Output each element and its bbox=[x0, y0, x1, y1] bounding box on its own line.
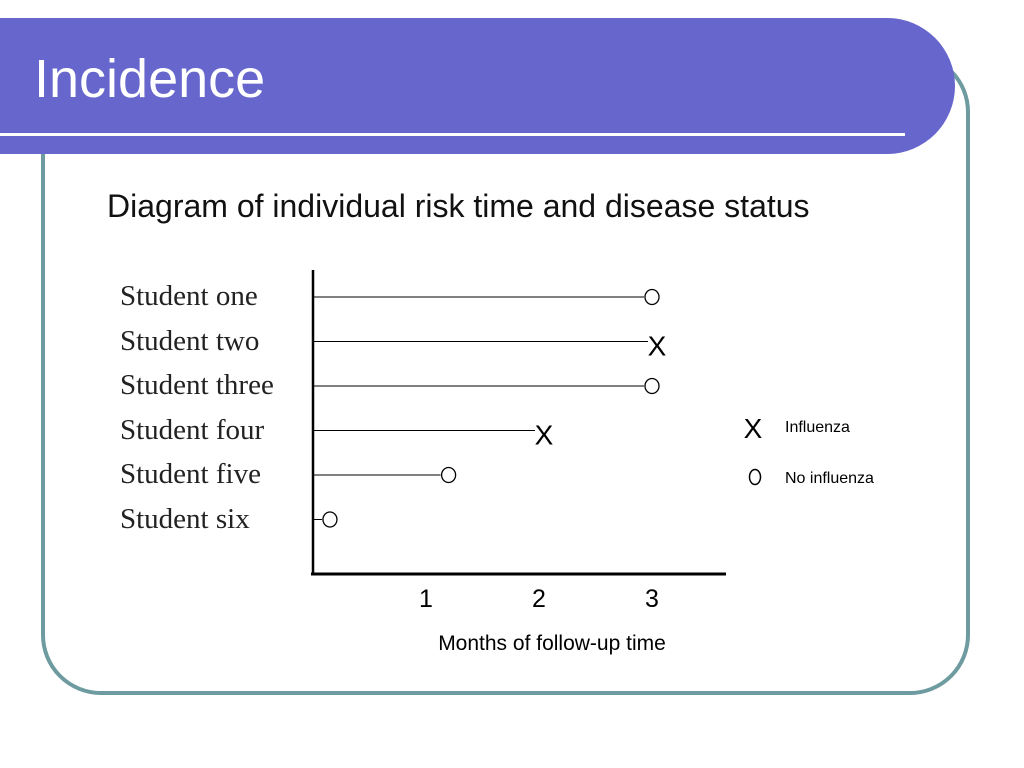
x-axis-ticks bbox=[419, 585, 659, 613]
x-axis-label: Months of follow-up time bbox=[438, 632, 666, 655]
student-label: Student two bbox=[120, 324, 260, 357]
slide-title: Incidence bbox=[34, 49, 266, 109]
slide-subtitle: Diagram of individual risk time and disease status bbox=[107, 188, 810, 224]
student-label: Student four bbox=[120, 413, 265, 446]
follow-up-lines bbox=[313, 290, 667, 528]
student-label: Student three bbox=[120, 369, 274, 401]
influenza-marker: X bbox=[534, 419, 554, 451]
no-influenza-marker bbox=[442, 468, 456, 483]
legend-influenza-label: Influenza bbox=[785, 419, 850, 436]
x-tick-label: 3 bbox=[645, 585, 659, 613]
student-label: Student five bbox=[120, 458, 261, 490]
no-influenza-marker bbox=[645, 379, 659, 394]
no-influenza-marker bbox=[323, 512, 337, 527]
legend-no-influenza-marker bbox=[750, 470, 761, 485]
influenza-marker: X bbox=[647, 330, 667, 362]
student-label: Student six bbox=[120, 502, 250, 535]
no-influenza-marker bbox=[645, 290, 659, 305]
x-tick-label: 1 bbox=[419, 585, 433, 613]
x-tick-label: 2 bbox=[532, 585, 546, 613]
legend-influenza-marker: X bbox=[743, 413, 763, 444]
legend bbox=[744, 413, 874, 487]
legend-no-influenza-label: No influenza bbox=[785, 470, 874, 487]
student-label: Student one bbox=[120, 280, 258, 312]
